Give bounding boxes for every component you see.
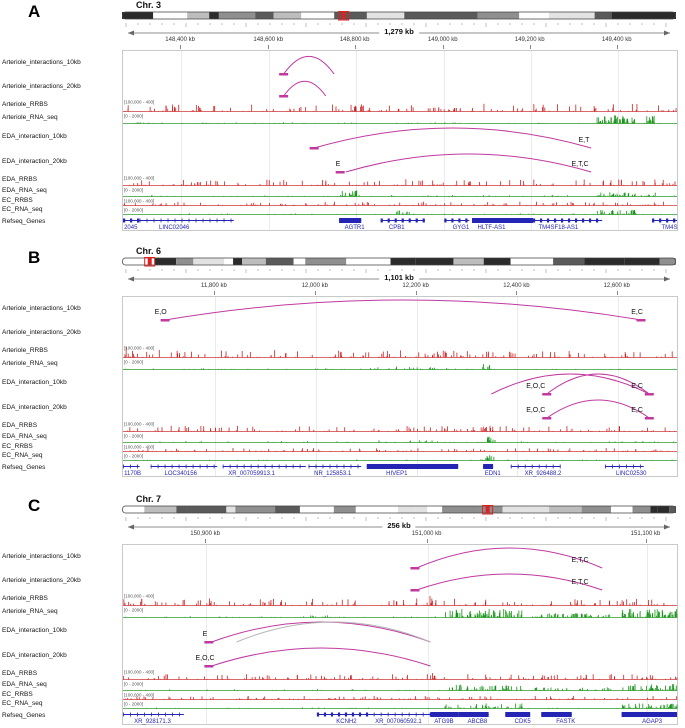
track-ec-rrbs	[123, 444, 677, 453]
arc-anchor	[204, 641, 213, 644]
track-label-arteriole-rna-seq: Arteriole_RNA_seq	[2, 607, 58, 615]
track-label-ec-rna-seq: EC_RNA_seq	[2, 206, 43, 214]
gene-label: EDN1	[484, 471, 501, 477]
arc-anchor	[336, 171, 345, 174]
signal-bars	[135, 115, 676, 123]
track-refseq-genes	[123, 710, 677, 724]
ruler-tick-label: 150,900 kb	[190, 531, 220, 537]
track-label-eda-interaction-10kb: EDA_interaction_10kb	[2, 626, 67, 634]
gene-label: AGAP3	[642, 719, 663, 725]
arc-anchor	[645, 393, 654, 396]
track-label-refseq-genes: Refseq_Genes	[2, 711, 46, 719]
gene-model	[151, 465, 217, 469]
data-range-label: [0 - 2000]	[124, 187, 144, 193]
gene-label: XR_007060592.1	[375, 719, 422, 725]
gene-label: HIVEP1	[386, 471, 408, 477]
data-range-label: [100,000 - 400]	[124, 593, 155, 599]
track-label-ec-rrbs: EC_RRBS	[2, 691, 33, 699]
ruler-tick-label: 12,600 kb	[603, 283, 630, 289]
chromosome-ideogram	[122, 505, 676, 515]
panel-b	[0, 246, 685, 494]
gene-model	[511, 465, 561, 469]
track-eda-rna-seq	[123, 681, 677, 692]
track-eda-interaction-20kb	[123, 645, 677, 669]
ruler-tick-mark	[427, 539, 428, 543]
track-arteriole-interactions-20kb	[123, 77, 677, 99]
arc-anchor	[204, 665, 213, 668]
data-range-label: [100,000 - 400]	[124, 345, 155, 351]
ruler	[122, 523, 676, 544]
signal-bars	[140, 684, 676, 690]
gene-label: KCNH2	[336, 719, 357, 725]
panel-letter: B	[28, 248, 41, 267]
track-label-arteriole-rrbs: Arteriole_RRBS	[2, 594, 48, 602]
track-arteriole-interactions-20kb	[123, 571, 677, 593]
ruler-ticks	[122, 282, 676, 296]
track-label-refseq-genes: Refseq_Genes	[2, 217, 46, 225]
ruler-tick-label: 151,000 kb	[411, 531, 442, 537]
gene-label: 1170B	[124, 471, 142, 477]
interaction-arc	[314, 128, 591, 148]
track-label-arteriole-interactions-10kb: Arteriole_interactions_10kb	[2, 58, 81, 66]
track-label-eda-interaction-20kb: EDA_interaction_20kb	[2, 403, 67, 411]
track-ec-rrbs	[123, 692, 677, 701]
data-range-label: [0 - 2000]	[124, 701, 144, 707]
interaction-arc	[284, 56, 334, 74]
gene-label: CDK5	[514, 719, 531, 725]
arc-anchor	[636, 319, 645, 322]
track-label-arteriole-rna-seq: Arteriole_RNA_seq	[2, 113, 58, 121]
track-eda-interaction-10kb	[123, 619, 677, 645]
track-label-ec-rrbs: EC_RRBS	[2, 443, 33, 451]
signal-bars	[123, 593, 673, 605]
gene-label: HLTF-AS1	[477, 225, 506, 231]
data-range-label: [100,000 - 400]	[124, 692, 155, 698]
track-label-eda-rrbs: EDA_RRBS	[2, 421, 38, 429]
track-label-arteriole-rrbs: Arteriole_RRBS	[2, 100, 48, 108]
signal-bars	[125, 104, 677, 112]
track-label-arteriole-interactions-10kb: Arteriole_interactions_10kb	[2, 552, 81, 560]
track-label-arteriole-interactions-20kb: Arteriole_interactions_20kb	[2, 82, 81, 90]
ruler-tick-label: 149,400 kb	[601, 37, 632, 43]
arc-anchor	[161, 319, 170, 322]
chromosome-title: Chr. 3	[136, 0, 162, 10]
interaction-arc	[491, 374, 649, 394]
interaction-arc	[212, 648, 431, 666]
gene-model	[652, 219, 677, 223]
track-ec-rna-seq	[123, 453, 677, 462]
arc-annotation: E,T	[578, 137, 590, 144]
ruler-tick-label: 148,600 kb	[253, 37, 284, 43]
track-arteriole-interactions-10kb	[123, 51, 677, 77]
signal-bars	[124, 347, 672, 358]
ruler-tick-mark	[646, 539, 647, 543]
gene-model	[472, 218, 533, 223]
arc-anchor	[410, 567, 419, 570]
track-label-arteriole-rna-seq: Arteriole_RNA_seq	[2, 359, 58, 367]
signal-bars	[150, 437, 674, 443]
ruler-tick-mark	[214, 291, 215, 295]
region-span-label: 256 kb	[382, 521, 415, 530]
arc-anchor	[279, 95, 288, 98]
ruler-tick-mark	[315, 291, 316, 295]
arc-annotation: E,C	[631, 309, 643, 316]
arc-annotation: E	[202, 631, 208, 638]
gene-label: NR_125853.1	[314, 471, 352, 477]
arc-annotation: E,T,C	[571, 161, 589, 168]
track-label-arteriole-interactions-20kb: Arteriole_interactions_20kb	[2, 328, 81, 336]
track-label-ec-rna-seq: EC_RNA_seq	[2, 700, 43, 708]
centromere-marker	[148, 258, 152, 265]
gene-model	[140, 219, 234, 223]
track-label-eda-interaction-10kb: EDA_interaction_10kb	[2, 132, 67, 140]
gene-label: CPB1	[388, 225, 405, 231]
ruler-tick-mark	[180, 45, 181, 49]
gene-label: TM4SF18-AS1	[538, 225, 579, 231]
chromosome-title: Chr. 7	[136, 494, 162, 504]
data-range-label: [0 - 2000]	[124, 113, 144, 119]
gene-label: FASTK	[556, 719, 576, 725]
signal-bars	[125, 696, 677, 700]
gene-model	[309, 465, 362, 469]
tracks-area	[122, 544, 678, 725]
arc-anchor	[645, 417, 654, 420]
track-label-eda-interaction-10kb: EDA_interaction_10kb	[2, 378, 67, 386]
track-eda-rna-seq	[123, 433, 677, 444]
gene-label: XR_926488.2	[524, 471, 562, 477]
track-label-arteriole-interactions-20kb: Arteriole_interactions_20kb	[2, 576, 81, 584]
panel-a	[0, 0, 685, 246]
arc-annotation: E,O,C	[195, 655, 215, 662]
signal-bars	[179, 210, 661, 215]
arc-annotation: E,T,C	[571, 579, 589, 586]
gene-model	[339, 218, 361, 223]
centromere-marker	[342, 12, 346, 19]
gene-model	[123, 713, 184, 717]
ruler-tick-label: 151,100 kb	[630, 531, 661, 537]
arc-anchor	[542, 417, 551, 420]
gene-model	[483, 464, 493, 469]
gene-label: LINC02530	[616, 471, 647, 477]
arc-anchor	[310, 147, 319, 150]
data-range-label: [100,000 - 400]	[124, 669, 155, 675]
arc-annotation: E	[335, 161, 341, 168]
track-eda-rna-seq	[123, 187, 677, 198]
ruler-tick-label: 149,200 kb	[514, 37, 545, 43]
ruler-tick-mark	[416, 291, 417, 295]
gene-model	[605, 465, 644, 469]
arc-anchor	[410, 589, 419, 592]
data-range-label: [100,000 - 400]	[124, 198, 155, 204]
track-arteriole-interactions-10kb	[123, 545, 677, 571]
ruler	[122, 275, 676, 296]
ruler-ticks	[122, 36, 676, 50]
track-arteriole-rna-seq	[123, 359, 677, 371]
ruler-tick-label: 12,400 kb	[503, 283, 530, 289]
chromosome-title: Chr. 6	[136, 246, 162, 256]
track-arteriole-rrbs	[123, 345, 677, 359]
interaction-arc	[284, 81, 326, 96]
signal-bars	[146, 703, 678, 708]
ruler-tick-mark	[617, 291, 618, 295]
track-arteriole-rrbs	[123, 99, 677, 113]
track-arteriole-rna-seq	[123, 607, 677, 619]
data-range-label: [100,000 - 400]	[124, 99, 155, 105]
ruler-tick-mark	[205, 539, 206, 543]
track-ec-rrbs	[123, 198, 677, 207]
signal-bars	[127, 426, 675, 432]
track-refseq-genes	[123, 462, 677, 476]
data-range-label: [100,000 - 400]	[124, 421, 155, 427]
gene-model	[533, 219, 602, 223]
track-eda-rrbs	[123, 175, 677, 187]
gene-model	[541, 712, 571, 717]
ruler-tick-label: 148,800 kb	[339, 37, 370, 43]
region-span-label: 1,279 kb	[379, 27, 419, 36]
track-label-eda-rrbs: EDA_RRBS	[2, 175, 38, 183]
panel-letter: C	[28, 496, 41, 515]
arc-annotation: E,C	[631, 407, 643, 414]
ruler-tick-label: 11,800 kb	[200, 283, 227, 289]
signal-bars	[147, 190, 675, 196]
track-eda-rrbs	[123, 421, 677, 433]
data-range-label: [100,000 - 400]	[124, 175, 155, 181]
track-labels-column	[0, 544, 120, 723]
track-labels-column	[0, 50, 120, 229]
arc-annotation: E,C	[631, 383, 643, 390]
data-range-label: [0 - 2000]	[124, 681, 144, 687]
track-label-eda-rna-seq: EDA_RNA_seq	[2, 681, 47, 689]
track-arteriole-rrbs	[123, 593, 677, 607]
data-range-label: [0 - 2000]	[124, 433, 144, 439]
gene-model	[123, 219, 142, 223]
ruler	[122, 29, 676, 50]
signal-bars	[124, 202, 664, 206]
ruler-tick-label: 148,400 kb	[165, 37, 195, 43]
arc-annotation: E,T,C	[571, 557, 589, 564]
ruler-tick-mark	[443, 45, 444, 49]
track-labels-column	[0, 296, 120, 475]
interaction-arc	[237, 622, 431, 642]
ruler-tick-label: 12,000 kb	[301, 283, 328, 289]
track-eda-interaction-20kb	[123, 397, 677, 421]
signal-bars	[130, 448, 669, 452]
gene-model	[123, 465, 140, 469]
gene-label: AGTR1	[344, 225, 365, 231]
track-ec-rna-seq	[123, 701, 677, 710]
interaction-arc	[346, 154, 591, 172]
gene-model	[430, 712, 458, 717]
chromosome-ideogram	[122, 11, 676, 21]
gene-model	[381, 219, 425, 223]
signal-bars	[136, 455, 674, 460]
ruler-tick-mark	[516, 291, 517, 295]
track-label-eda-rna-seq: EDA_RNA_seq	[2, 433, 47, 441]
panel-letter: A	[28, 2, 41, 21]
data-range-label: [0 - 2000]	[124, 207, 144, 213]
gene-label: LINC02046	[159, 225, 190, 231]
ruler-tick-label: 149,000 kb	[427, 37, 458, 43]
gene-model	[367, 464, 458, 469]
gene-label: ATG9B	[434, 719, 454, 725]
gene-model	[458, 712, 488, 717]
gene-model	[444, 219, 469, 223]
data-range-label: [0 - 2000]	[124, 359, 144, 365]
track-label-eda-interaction-20kb: EDA_interaction_20kb	[2, 651, 67, 659]
data-range-label: [0 - 2000]	[124, 607, 144, 613]
gene-label: LOC340156	[164, 471, 197, 477]
track-arteriole-interactions-20kb	[123, 323, 677, 345]
gene-label: TM4S	[661, 225, 678, 231]
track-label-arteriole-interactions-10kb: Arteriole_interactions_10kb	[2, 304, 81, 312]
arc-annotation: E,O	[154, 309, 167, 316]
gene-model	[622, 712, 677, 717]
centromere-marker	[486, 506, 490, 513]
track-refseq-genes	[123, 216, 677, 230]
ruler-tick-label: 12,200 kb	[402, 283, 429, 289]
arc-anchor	[542, 393, 551, 396]
signal-bars	[125, 609, 677, 617]
ruler-ticks	[122, 530, 676, 544]
arc-annotation: E,O,C	[526, 407, 546, 414]
track-label-eda-rna-seq: EDA_RNA_seq	[2, 187, 47, 195]
chromosome-ideogram	[122, 257, 676, 267]
data-range-label: [100,000 - 400]	[124, 444, 155, 450]
gene-model	[505, 712, 530, 717]
signal-bars	[123, 673, 677, 679]
data-range-label: [0 - 2000]	[124, 453, 144, 459]
signal-bars	[125, 364, 675, 369]
panel-c	[0, 494, 685, 728]
arc-annotation: E,O,C	[526, 383, 546, 390]
track-label-refseq-genes: Refseq_Genes	[2, 463, 46, 471]
track-eda-rrbs	[123, 669, 677, 681]
ruler-tick-mark	[530, 45, 531, 49]
gene-label: 2045	[124, 225, 138, 231]
ruler-tick-mark	[617, 45, 618, 49]
track-eda-interaction-10kb	[123, 125, 677, 151]
track-eda-interaction-10kb	[123, 371, 677, 397]
gene-label: XR_928171.3	[134, 719, 171, 725]
gene-label: XR_007059913.1	[228, 471, 275, 477]
region-span-label: 1,101 kb	[379, 273, 419, 282]
track-eda-interaction-20kb	[123, 151, 677, 175]
tracks-area	[122, 296, 678, 477]
track-label-ec-rna-seq: EC_RNA_seq	[2, 452, 43, 460]
tracks-area	[122, 50, 678, 231]
track-arteriole-interactions-10kb	[123, 297, 677, 323]
interaction-arc	[165, 300, 641, 320]
track-arteriole-rna-seq	[123, 113, 677, 125]
ruler-tick-mark	[268, 45, 269, 49]
track-label-arteriole-rrbs: Arteriole_RRBS	[2, 346, 48, 354]
gene-label: GYG1	[452, 225, 470, 231]
gene-label: ABCB8	[467, 719, 488, 725]
track-label-eda-rrbs: EDA_RRBS	[2, 669, 38, 677]
track-label-ec-rrbs: EC_RRBS	[2, 197, 33, 205]
gene-model	[317, 713, 368, 717]
signal-bars	[129, 179, 675, 185]
ruler-tick-mark	[355, 45, 356, 49]
track-ec-rna-seq	[123, 207, 677, 216]
gene-model	[367, 713, 431, 717]
track-label-eda-interaction-20kb: EDA_interaction_20kb	[2, 157, 67, 165]
arc-anchor	[279, 73, 288, 76]
gene-model	[223, 465, 306, 469]
